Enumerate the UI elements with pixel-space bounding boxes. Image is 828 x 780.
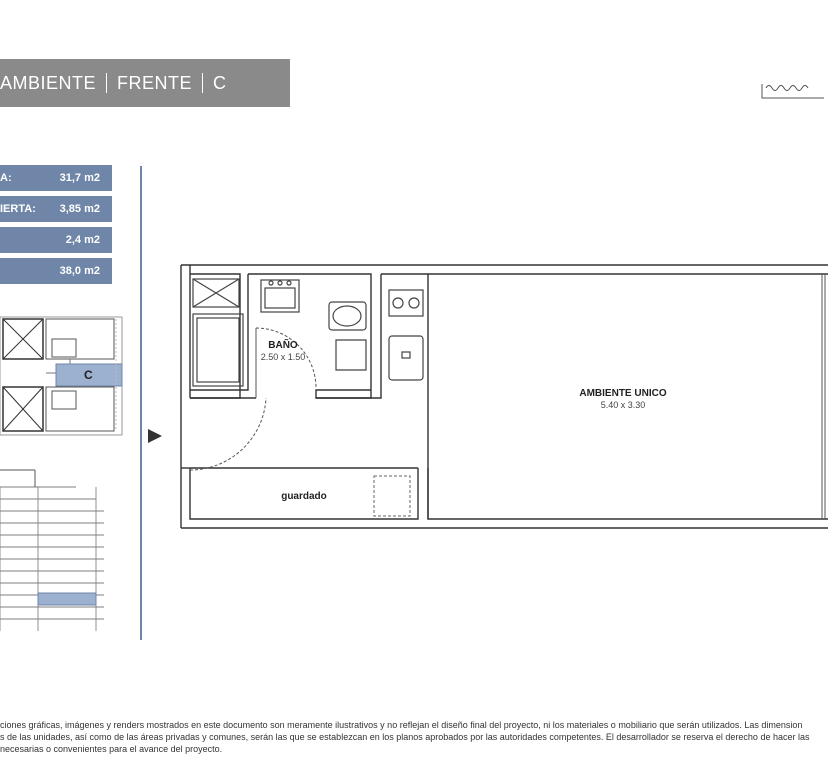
floor-plan [176,262,828,534]
area-row-total [0,258,112,284]
area-row-semicovered [0,196,112,222]
storage-label: guardado [281,491,327,502]
key-plan [0,315,125,437]
living-dims: 5.40 x 3.30 [600,400,646,410]
building-section [0,468,110,640]
disclaimer-line: necesarias o convenientes para el avance del proyecto. [0,744,223,754]
title-divider [202,73,203,93]
area-row-uncovered [0,227,112,253]
area-value: 2,4 m2 [65,234,100,246]
area-value: 38,0 m2 [59,265,100,277]
panel-divider [140,166,142,640]
unit-title-banner [0,59,290,107]
area-label: IERTA: [0,203,36,215]
area-label: A: [0,172,12,184]
casa-logo-icon [758,76,828,102]
title-frente: FRENTE [117,72,193,93]
title-unit: C [213,72,227,93]
key-plan-unit-label: C [84,368,93,382]
bath-dims: 2.50 x 1.50 [260,352,306,362]
disclaimer-line: s de las unidades, así como de las áreas privadas y comunes, serán las que se establezcan en los planos aprobados por las autoridades competentes. El desarrollador se reserva el derecho de hacer las [0,732,810,742]
living-label: AMBIENTE UNICO [579,388,667,399]
section-highlight [38,593,96,605]
front-arrow-icon [148,429,162,443]
area-value: 3,85 m2 [59,203,100,215]
bath-label: BAÑO [268,340,298,351]
title-ambiente: AMBIENTE [0,72,97,93]
legal-disclaimer [0,719,828,755]
area-row-covered [0,165,112,191]
area-value: 31,7 m2 [59,172,100,184]
title-divider [106,73,107,93]
disclaimer-line: ciones gráficas, imágenes y renders mostrados en este documento son meramente ilustrativos y no reflejan el diseño final del proyecto, ni los materiales o mobiliario que serán utilizados. Las dimension [0,720,803,730]
